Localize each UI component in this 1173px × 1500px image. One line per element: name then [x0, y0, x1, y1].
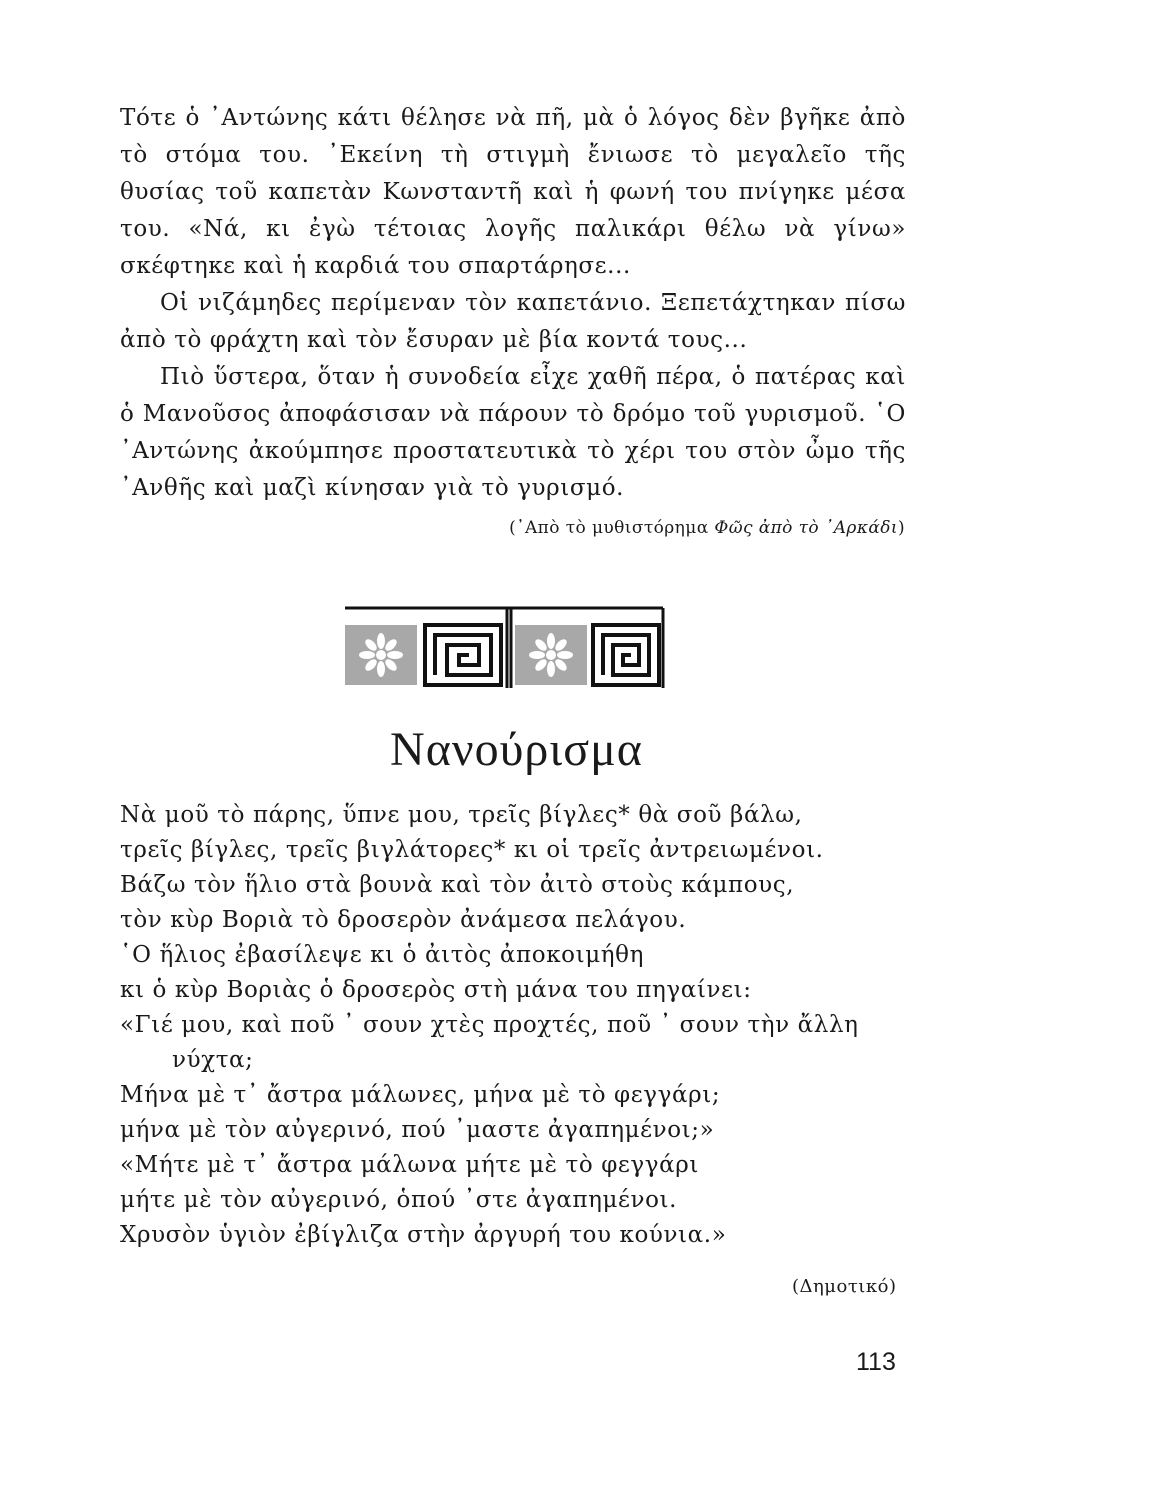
- flower-tile-2: [515, 625, 587, 685]
- prose-paragraph-2: Οἱ νιζάμηδες περίμεναν τὸν καπετάνιο. Ξεπετάχτηκαν πίσω ἀπὸ τὸ φράχτη καὶ τὸν ἔσυραν μὲ βία κοντά τους...: [120, 290, 906, 353]
- greek-key-ornament: [343, 605, 665, 689]
- meander-tile-2: [593, 625, 659, 685]
- poem-title: Νανούρισμα: [390, 723, 643, 776]
- page-number: 113: [856, 1348, 896, 1376]
- excerpt-source: [509, 518, 905, 538]
- poem-line-continuation: νύχτα;: [172, 1047, 254, 1073]
- poem-line: μήτε μὲ τὸν αὐγερινό, ὁπού ᾿στε ἀγαπημένοι.: [120, 1187, 678, 1213]
- poem-line: Νὰ μοῦ τὸ πάρης, ὕπνε μου, τρεῖς βίγλες* θὰ σοῦ βάλω,: [120, 802, 803, 828]
- poem-line: Μήνα μὲ τ᾿ ἄστρα μάλωνες, μήνα μὲ τὸ φεγγάρι;: [120, 1082, 721, 1108]
- poem-line: «Μήτε μὲ τ᾿ ἄστρα μάλωνα μήτε μὲ τὸ φεγγάρι: [120, 1152, 699, 1178]
- poem-line: τρεῖς βίγλες, τρεῖς βιγλάτορες* κι οἱ τρεῖς ἀντρειωμένοι.: [120, 837, 824, 863]
- flower-tile-1: [345, 625, 417, 685]
- excerpt-source-title: Φῶς ἀπὸ τὸ ᾿Αρκάδι: [714, 518, 898, 538]
- poem-line: μήνα μὲ τὸν αὐγερινό, πού ᾿μαστε ἀγαπημένοι;»: [120, 1117, 715, 1143]
- prose-excerpt: [120, 100, 906, 507]
- excerpt-source-prefix: (᾿Απὸ τὸ μυθιστόρημα: [509, 518, 715, 538]
- prose-paragraph-3: Πιὸ ὕστερα, ὅταν ἡ συνοδεία εἶχε χαθῆ πέρα, ὁ πατέρας καὶ ὁ Μανοῦσος ἀποφάσισαν νὰ πάρουν τὸ δρόμο τοῦ γυρισμοῦ. ῾Ο ᾿Αντώνης ἀκούμπησε προστατευτικὰ τὸ χέρι του στὸν ὦμο τῆς ᾿Ανθῆς καὶ μαζὶ κίνησαν γιὰ τὸ γυρισμό.: [120, 364, 906, 501]
- meander-tile-1: [425, 625, 501, 685]
- poem-line: Χρυσὸν ὑγιὸν ἐβίγλιζα στὴν ἀργυρή του κούνια.»: [120, 1222, 727, 1248]
- poem-body: [120, 798, 920, 1253]
- poem-line: ῾Ο ἥλιος ἐβασίλεψε κι ὁ ἀιτὸς ἀποκοιμήθη: [120, 942, 644, 968]
- excerpt-source-suffix: ): [897, 518, 905, 538]
- poem-line: Βάζω τὸν ἥλιο στὰ βουνὰ καὶ τὸν ἀιτὸ στοὺς κάμπους,: [120, 872, 795, 898]
- poem-source: (Δημοτικό): [792, 1276, 897, 1297]
- poem-line: τὸν κὺρ Βοριὰ τὸ δροσερὸν ἀνάμεσα πελάγου.: [120, 907, 687, 933]
- prose-paragraph-1: Τότε ὁ ᾿Αντώνης κάτι θέλησε νὰ πῆ, μὰ ὁ λόγος δὲν βγῆκε ἀπὸ τὸ στόμα του. ᾿Εκείνη τὴ στιγμὴ ἔνιωσε τὸ μεγαλεῖο τῆς θυσίας τοῦ καπετὰν Κωνσταντῆ καὶ ἡ φωνή του πνίγηκε μέσα του. «Νά, κι ἐγὼ τέτοιας λογῆς παλικάρι θέλω νὰ γίνω» σκέφτηκε καὶ ἡ καρδιά του σπαρτάρησε...: [120, 105, 906, 279]
- poem-line: «Γιέ μου, καὶ ποῦ ᾿ σουν χτὲς προχτές, ποῦ ᾿ σουν τὴν ἄλλη: [120, 1012, 859, 1038]
- poem-line: κι ὁ κὺρ Βοριὰς ὁ δροσερὸς στὴ μάνα του πηγαίνει:: [120, 977, 752, 1003]
